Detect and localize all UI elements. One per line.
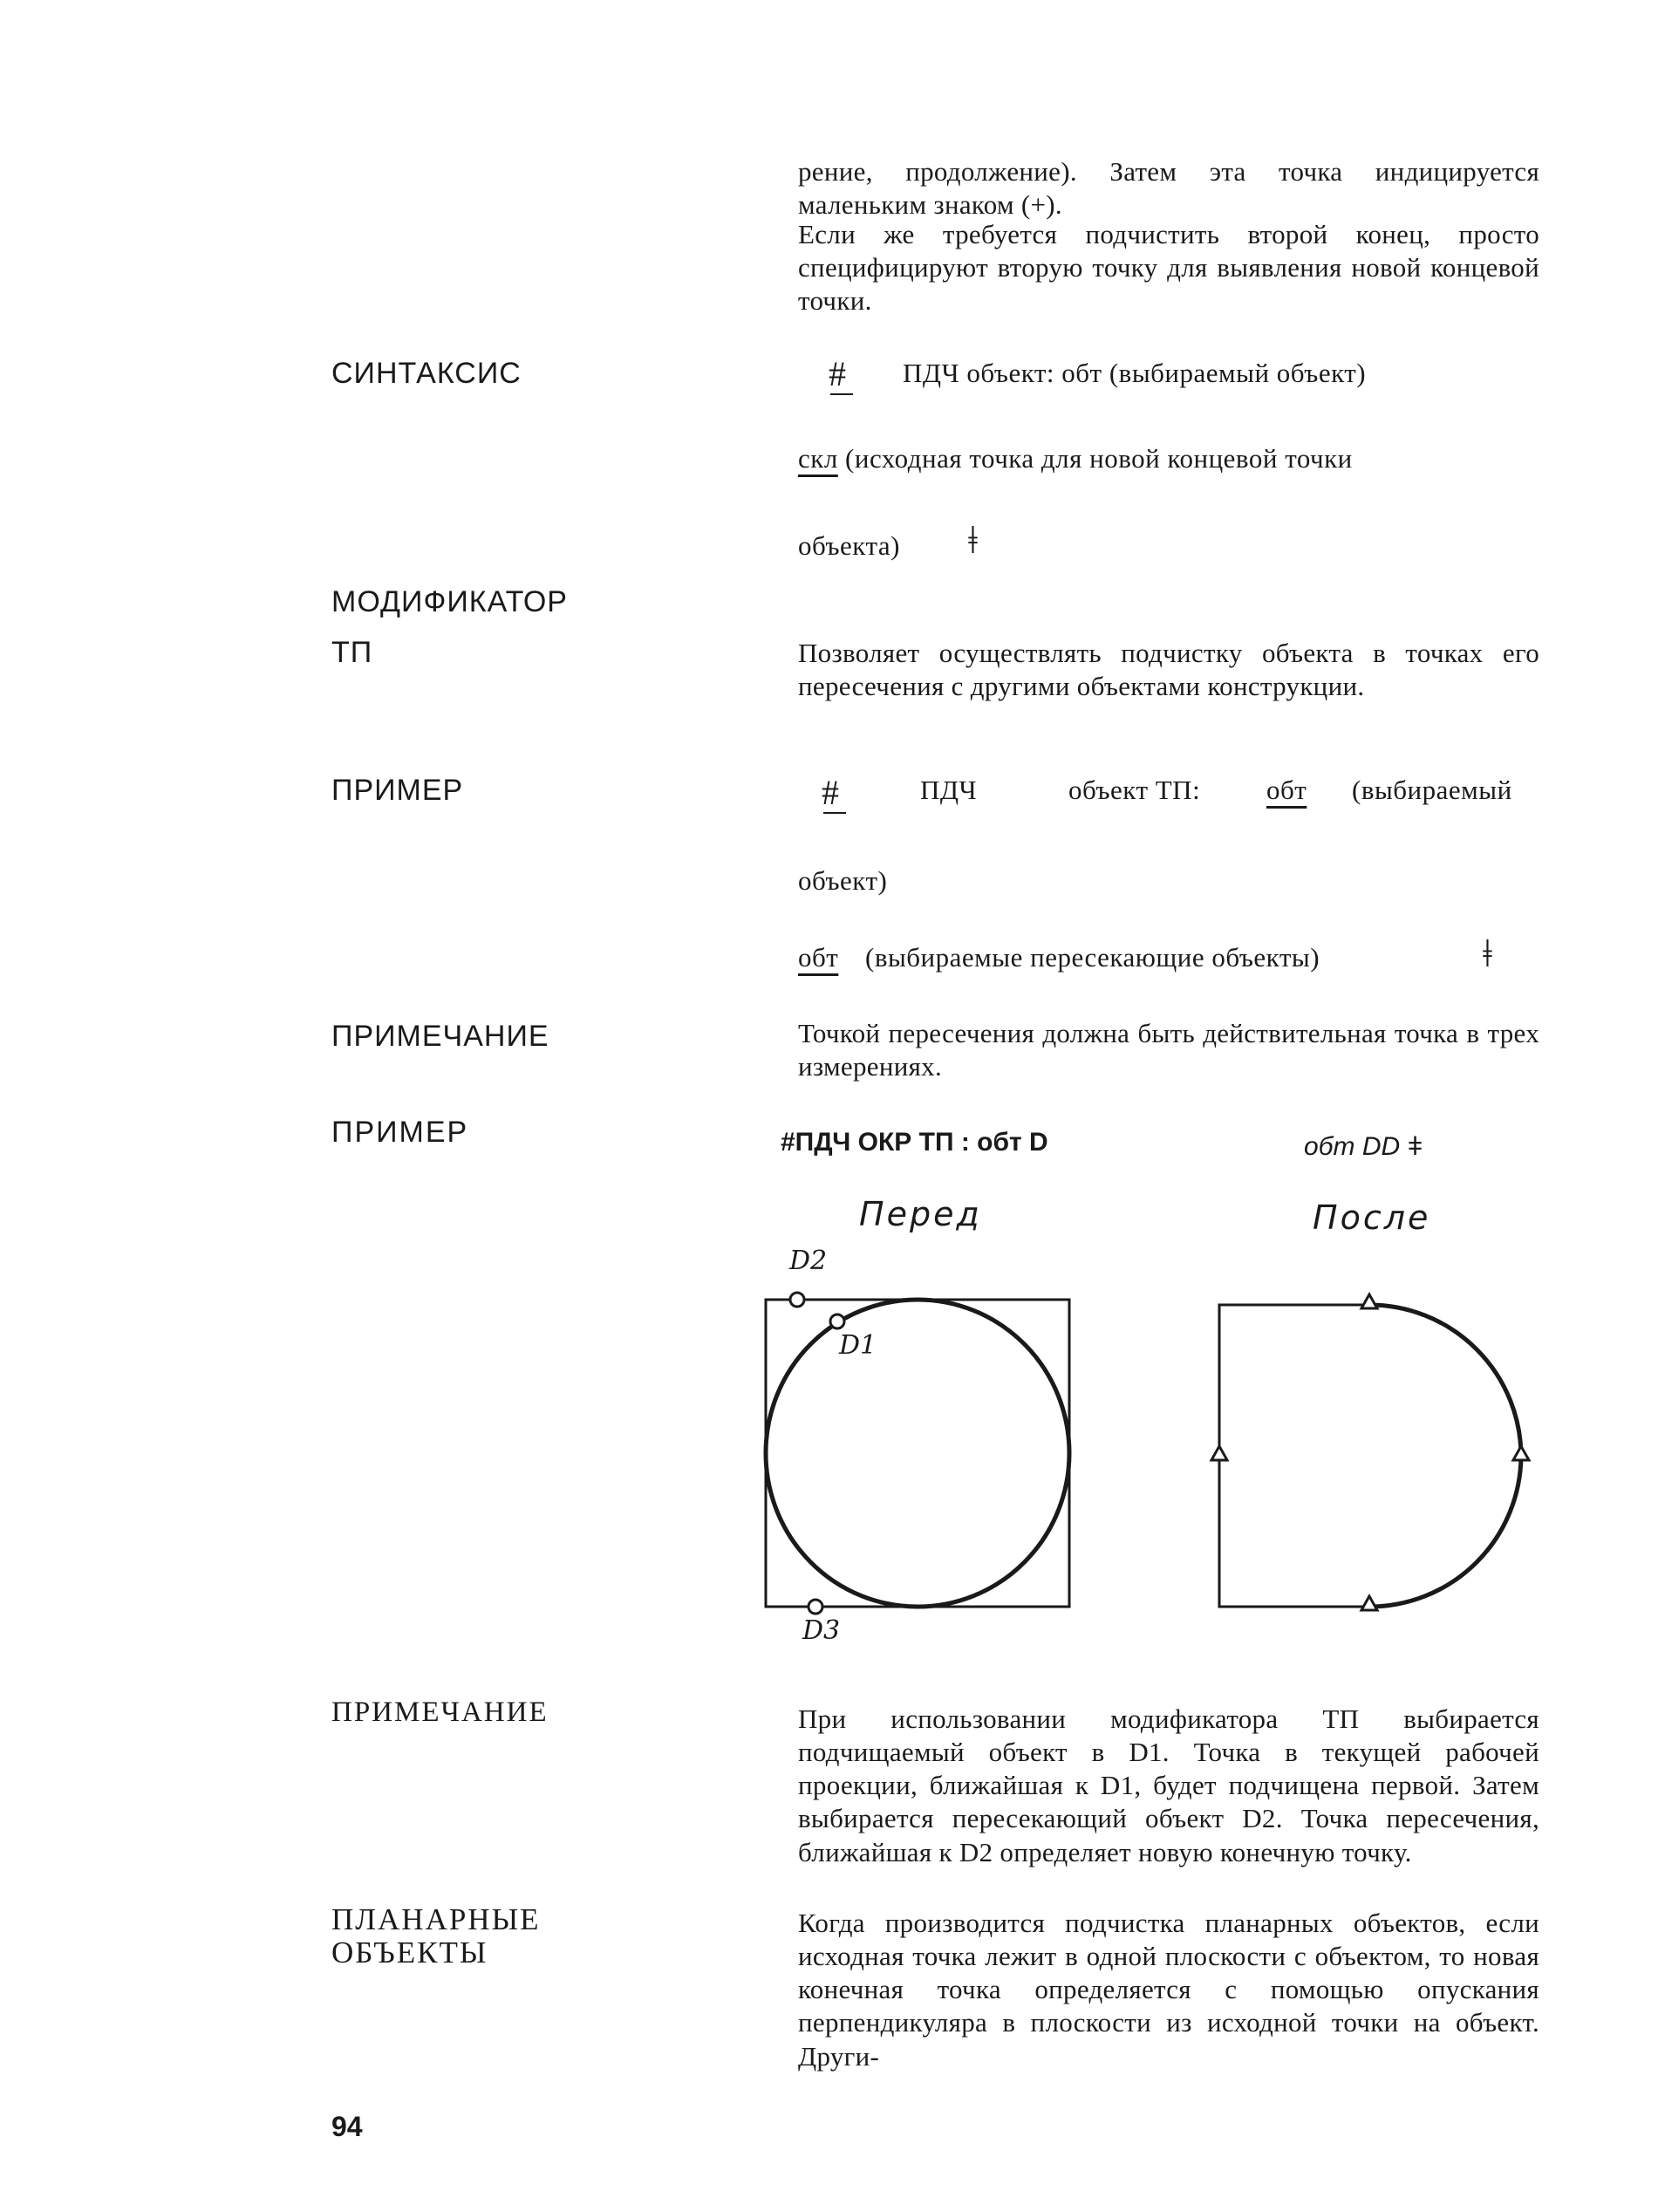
syntax-line-3: объекта): [798, 530, 900, 561]
point-d1-label: D1: [839, 1330, 877, 1361]
after-marker-left: [1211, 1446, 1227, 1460]
intro-paragraph-2: Если же требуется подчистить второй конец, просто специфицируют вторую точку для выявления новой концевой точки.: [798, 219, 1539, 317]
after-arc-top: [1369, 1305, 1521, 1457]
after-marker-right: [1513, 1446, 1529, 1460]
point-d1-marker: [830, 1314, 844, 1328]
syntax-line-1: ПДЧ объект: обт (выбираемый объект): [903, 358, 1367, 388]
syntax-skl: скл: [798, 443, 838, 474]
before-circle: [766, 1300, 1069, 1607]
modifier-tp-label: ТП: [331, 636, 373, 669]
example-2-label: ПРИМЕР: [331, 1116, 469, 1149]
after-caption: После: [1313, 1198, 1431, 1237]
example-1-line-3: (выбираемые пересекающие объекты): [865, 942, 1320, 973]
point-d2-label: D2: [789, 1246, 828, 1276]
planar-label: ПЛАНАРНЫЕ: [331, 1902, 541, 1936]
example-1-obj: объект ТП:: [1068, 775, 1201, 805]
example-2-command-right: обт DD ǂ: [1304, 1132, 1423, 1161]
point-d2-marker: [790, 1293, 804, 1307]
syntax-terminator-icon: ǂ: [968, 519, 978, 562]
example-1-obt-2: обт: [798, 942, 839, 973]
syntax-hash: #: [829, 354, 846, 393]
note-2-text: При использовании модификатора ТП выбирается подчищаемый объект в D1. Точка в текущей рабочей проекции, ближайшая к D1, будет подчищена первой. Затем выбирается пересекающий объект D2. Точка пересечения, ближайшая к D2 определяет новую конечную точку.: [798, 1703, 1539, 1867]
note-1-label: ПРИМЕЧАНИЕ: [331, 1020, 549, 1053]
example-2-command: #ПДЧ ОКР ТП : обт D: [781, 1128, 1048, 1157]
after-marker-bottom: [1361, 1596, 1377, 1610]
note-2-label: ПРИМЕЧАНИЕ: [331, 1697, 549, 1728]
after-arc-bottom: [1369, 1457, 1521, 1607]
example-1-selectable: (выбираемый: [1352, 775, 1512, 805]
page-number: 94: [331, 2111, 363, 2142]
note-1-text: Точкой пересечения должна быть действительная точка в трех измерениях.: [798, 1018, 1539, 1082]
modifier-description: Позволяет осуществлять подчистку объекта в точках его пересечения с другими объектами конструкции.: [798, 638, 1539, 702]
example-1-terminator-icon: ǂ: [1483, 932, 1492, 975]
intro-paragraph-1: рение, продолжение). Затем эта точка индицируется маленьким знаком (+).: [798, 156, 1539, 221]
point-d3-label: D3: [802, 1615, 841, 1646]
example-1-line-2: объект): [798, 865, 888, 896]
example-1-hash: #: [822, 773, 839, 812]
point-d3-marker: [809, 1600, 822, 1614]
after-square-remaining: [1219, 1305, 1369, 1607]
after-marker-top: [1361, 1294, 1377, 1308]
syntax-line-2-text: (исходная точка для новой концевой точки: [845, 443, 1353, 474]
planar-text: Когда производится подчистка планарных объектов, если исходная точка лежит в одной плоскости с объектом, то новая конечная точка определяется с помощью опускания перпендикуляра в плоскости из исходной точки на объект. Други-: [798, 1908, 1539, 2072]
before-caption: Перед: [859, 1195, 982, 1233]
example-1-cmd: ПДЧ: [920, 775, 978, 805]
syntax-label: СИНТАКСИС: [331, 357, 522, 390]
example-1-obt: обт: [1266, 775, 1307, 805]
planar-label-2: ОБЪЕКТЫ: [331, 1936, 488, 1970]
example-1-label: ПРИМЕР: [331, 774, 464, 807]
modifier-label: МОДИФИКАТОР: [331, 585, 568, 618]
